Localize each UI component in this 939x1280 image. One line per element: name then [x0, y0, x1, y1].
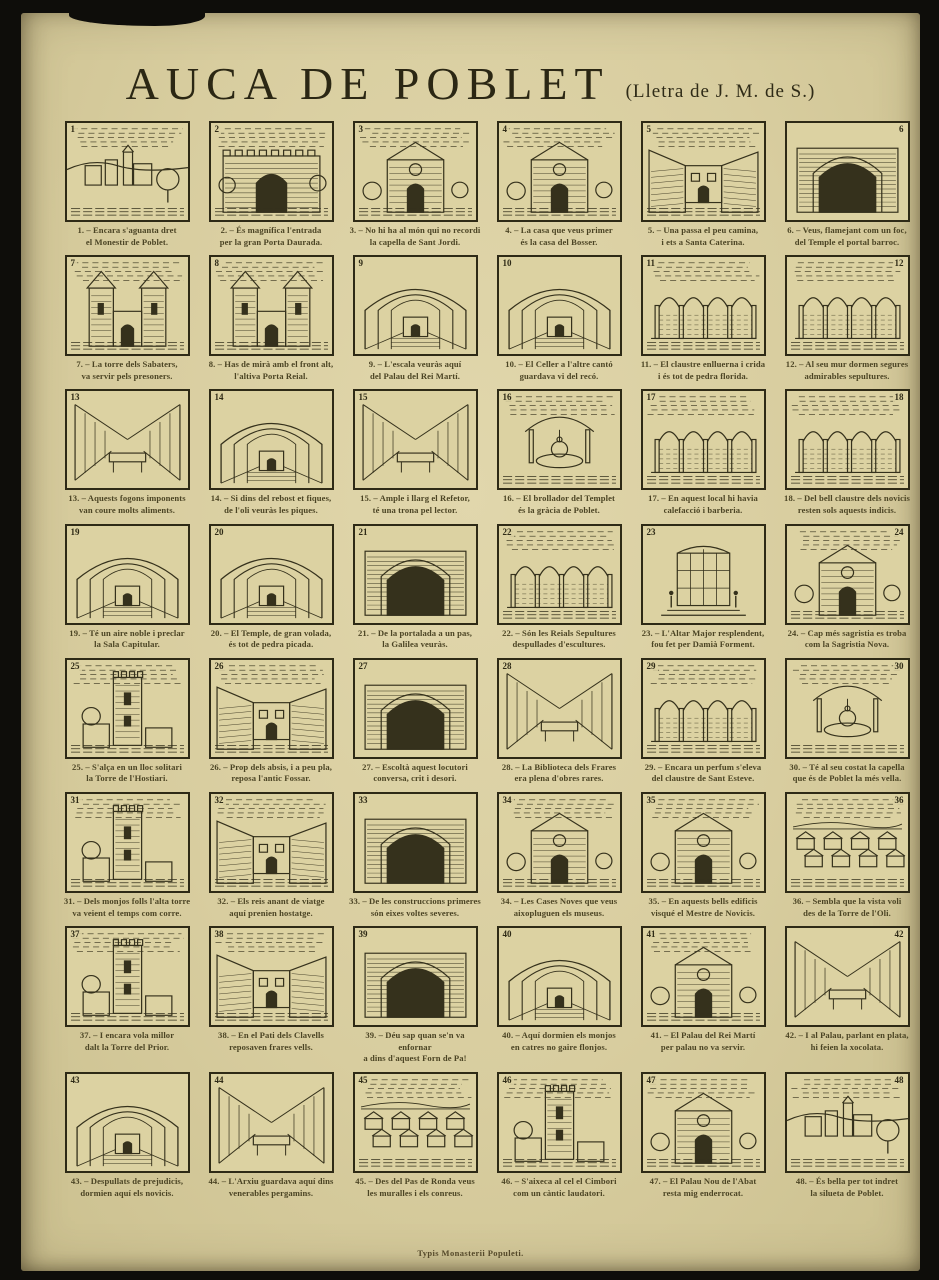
panel-number: 1: [70, 124, 75, 134]
panel-caption-line1: 10. – El Celler a l'altre cantó: [505, 359, 613, 370]
panel: [349, 792, 481, 919]
broadsheet-paper: [21, 13, 920, 1271]
panel-caption: [781, 1176, 913, 1199]
panel-caption-line2: a dins d'aquest Forn de Pa!: [363, 1053, 467, 1064]
panel-number: 38: [214, 929, 224, 940]
panel-caption-line2: és la gràcia de Poblet.: [518, 504, 600, 515]
panel-caption-line2: conversa, crit i desori.: [373, 773, 457, 784]
woodcut-landscape-illustration: [785, 1072, 910, 1173]
panel-caption-line1: 43. – Despullats de prejudicis,: [70, 1175, 184, 1186]
panel-caption-line2: despullades d'escultures.: [512, 639, 606, 650]
panel-caption-line1: 30. – Té al seu costat la capella: [789, 761, 905, 772]
woodcut-facade-illustration: [641, 926, 766, 1027]
panel-number: 8: [214, 258, 219, 269]
panel-caption-line1: 37. – I encara vola millor: [79, 1030, 175, 1041]
woodcut-courtyard-illustration: [209, 926, 334, 1027]
panel-number: 31: [70, 794, 80, 805]
panel-caption-line1: 21. – De la portalada a un pas,: [357, 627, 473, 638]
panel: [349, 389, 481, 516]
panel-caption: [637, 1030, 769, 1053]
panel: [61, 792, 193, 919]
panel-caption-line2: fou fet per Damià Forment.: [651, 639, 755, 650]
woodcut-hall-illustration: [353, 389, 478, 490]
panel: [493, 524, 625, 651]
panel-caption: [493, 493, 625, 516]
panel-number: 45: [358, 1074, 368, 1085]
woodcut-hall-illustration: [209, 1072, 334, 1173]
panel-caption-line2: reposaven frares vells.: [229, 1041, 313, 1052]
panel-caption-line2: la Galilea veuràs.: [382, 639, 448, 650]
panel-caption-line1: 32. – Els reis anant de viatge: [217, 895, 325, 906]
panel-number: 4: [502, 124, 507, 134]
panel: [781, 255, 913, 382]
panel-caption-line1: 18. – Del bell claustre dels novicis: [784, 493, 910, 504]
panel-caption-line1: 6. – Veus, flamejant com un foc,: [787, 225, 907, 235]
panel-number: 11: [646, 258, 656, 269]
panel: [637, 389, 769, 516]
panel-caption-line1: 23. – L'Altar Major resplendent,: [641, 627, 765, 638]
panel-caption-line2: que és de Poblet la més vella.: [792, 773, 902, 784]
panel-number: 10: [502, 258, 512, 269]
panel-number: 7: [70, 258, 75, 269]
panel-caption: [637, 762, 769, 785]
panel-caption: [349, 359, 481, 382]
panel: [637, 121, 769, 248]
panel-caption: [493, 1176, 625, 1199]
panel-number: 48: [894, 1074, 904, 1085]
woodcut-interior-illustration: [65, 1072, 190, 1173]
panel-caption: [493, 896, 625, 919]
panel-caption: [493, 1030, 625, 1053]
woodcut-cloister-illustration: [785, 389, 910, 490]
panel-caption: [493, 762, 625, 785]
panel-caption-line1: 11. – El claustre enlluerna i crida: [640, 359, 766, 370]
panel-caption: [61, 1030, 193, 1053]
panel-caption: [61, 359, 193, 382]
panel-caption: [205, 1030, 337, 1053]
panel: [349, 121, 481, 248]
woodcut-cloister-illustration: [641, 255, 766, 356]
panel-caption: [349, 1176, 481, 1199]
woodcut-courtyard-illustration: [641, 121, 766, 222]
panel: [637, 792, 769, 919]
panel: [61, 524, 193, 651]
panel-number: 15: [358, 392, 368, 403]
panel-caption: [637, 628, 769, 651]
panel-caption-line1: 29. – Encara un perfum s'eleva: [644, 761, 762, 772]
panel-caption-line1: 47. – El Palau Nou de l'Abat: [649, 1175, 757, 1186]
panel-number: 17: [646, 392, 656, 403]
panel-caption-line1: 5. – Una passa el peu camina,: [647, 225, 759, 235]
panel-caption-line1: 39. – Déu sap quan se'n va enfornar: [365, 1030, 465, 1052]
panel-number: 33: [358, 794, 368, 805]
panel: [349, 255, 481, 382]
woodcut-tower-illustration: [65, 792, 190, 893]
panel: [205, 389, 337, 516]
panel-number: 3: [358, 124, 363, 134]
panel-caption-line1: 13. – Aquests fogons imponents: [68, 493, 186, 504]
panel-caption-line2: van coure molts aliments.: [79, 504, 175, 515]
panel-caption-line2: visqué el Mestre de Novicis.: [650, 907, 756, 918]
panel-caption: [349, 896, 481, 919]
panel-caption-line2: per la gran Porta Daurada.: [219, 236, 323, 247]
panel-caption-line2: de l'oli veuràs les piques.: [224, 504, 318, 515]
panel-number: 40: [502, 929, 512, 940]
panel: [205, 658, 337, 785]
panel-caption-line1: 38. – En el Pati dels Clavells: [218, 1030, 324, 1041]
woodcut-tower-illustration: [65, 658, 190, 759]
panel-caption-line2: la Torre de l'Hostiari.: [86, 773, 168, 784]
panel-caption-line2: són eixes voltes severes.: [370, 907, 460, 918]
panel-caption-line1: 28. – La Biblioteca dels Frares: [501, 761, 617, 772]
panel-caption: [205, 628, 337, 651]
panel-number: 19: [70, 526, 80, 537]
panel-caption-line2: des de la Torre de l'Oli.: [803, 907, 891, 918]
panel-caption-line2: per palau no va servir.: [660, 1041, 746, 1052]
panel-caption-line1: 36. – Sembla que la vista voli: [792, 895, 902, 906]
woodcut-facade-illustration: [785, 524, 910, 625]
panel: [637, 524, 769, 651]
panel-number: 9: [358, 258, 363, 269]
panel-caption: [61, 493, 193, 516]
panel-number: 14: [214, 392, 224, 403]
panel-caption-line2: l'altiva Porta Reial.: [234, 370, 308, 381]
woodcut-fountain-illustration: [497, 389, 622, 490]
panel-caption: [349, 493, 481, 516]
woodcut-landscape-illustration: [65, 121, 190, 222]
panel-caption: [781, 493, 913, 516]
panel: [781, 926, 913, 1065]
panel-caption: [781, 1030, 913, 1053]
panel: [349, 658, 481, 785]
panel: [61, 121, 193, 248]
woodcut-portal-illustration: [353, 926, 478, 1027]
panel-caption-line2: té una trona pel lector.: [372, 504, 458, 515]
panel-caption-line1: 20. – El Temple, de gran volada,: [210, 627, 332, 638]
panel-number: 24: [894, 526, 904, 537]
woodcut-cloister-illustration: [641, 389, 766, 490]
panel-caption: [205, 493, 337, 516]
panel-caption: [349, 1030, 481, 1065]
panel: [349, 1072, 481, 1199]
woodcut-portal-illustration: [353, 658, 478, 759]
panel-caption-line2: resta mig enderrocat.: [662, 1187, 744, 1198]
panel: [781, 658, 913, 785]
woodcut-view-illustration: [353, 1072, 478, 1173]
panel: [493, 121, 625, 248]
panel-caption-line1: 3. – No hi ha al món qui no recordi: [349, 225, 481, 235]
panel-caption-line2: com un càntic laudatori.: [513, 1187, 605, 1198]
panel-number: 43: [70, 1074, 80, 1085]
panel-caption-line2: i ets a Santa Caterina.: [661, 236, 745, 247]
panel-caption-line2: calefacció i barberia.: [663, 504, 743, 515]
woodcut-portal-illustration: [353, 792, 478, 893]
panel-caption-line2: com la Sagristia Nova.: [804, 639, 890, 650]
panel-number: 20: [214, 526, 224, 537]
panel-number: 36: [894, 794, 904, 805]
panel-caption-line2: reposa l'antic Fossar.: [231, 773, 311, 784]
woodcut-facade-illustration: [641, 1072, 766, 1173]
panel-caption: [781, 896, 913, 919]
panel-caption-line1: 7. – La torre dels Sabaters,: [76, 359, 178, 370]
panel-number: 29: [646, 660, 656, 671]
panel: [205, 1072, 337, 1199]
panel: [205, 255, 337, 382]
panel-number: 12: [894, 258, 904, 269]
panel-caption-line1: 40. – Aquí dormien els monjos: [502, 1030, 616, 1041]
panel: [349, 926, 481, 1065]
woodcut-cloister-illustration: [785, 255, 910, 356]
panel: [61, 1072, 193, 1199]
panel: [493, 926, 625, 1065]
panel-caption-line2: la capella de Sant Jordi.: [369, 236, 461, 247]
panel-caption-line2: guardava vi del recó.: [519, 370, 599, 381]
woodcut-hall-illustration: [65, 389, 190, 490]
panel-caption: [205, 225, 337, 248]
imprint-footer: Typis Monasterii Populeti.: [417, 1248, 524, 1258]
panel-number: 23: [646, 526, 656, 537]
woodcut-hall-illustration: [497, 658, 622, 759]
panel-number: 18: [894, 392, 904, 403]
panel-caption: [493, 628, 625, 651]
panel: [781, 389, 913, 516]
panel-caption-line2: va veient el temps com corre.: [72, 907, 182, 918]
panel-caption-line1: 46. – S'aixeca al cel el Cimbori: [501, 1175, 617, 1186]
panel-caption: [349, 628, 481, 651]
panel: [781, 524, 913, 651]
panel-caption-line1: 48. – És bella per tot indret: [795, 1175, 899, 1186]
panel-number: 13: [70, 392, 80, 403]
panel-caption: [61, 762, 193, 785]
panel-caption: [637, 359, 769, 382]
panel-number: 27: [358, 660, 368, 671]
woodcut-altar-illustration: [641, 524, 766, 625]
panel: [205, 792, 337, 919]
panel-caption: [205, 359, 337, 382]
panel-caption: [637, 1176, 769, 1199]
panel: [637, 1072, 769, 1199]
panel: [61, 389, 193, 516]
woodcut-cloister-illustration: [497, 524, 622, 625]
woodcut-portal-illustration: [785, 121, 910, 222]
woodcut-tower-illustration: [65, 926, 190, 1027]
panel-caption: [493, 359, 625, 382]
panel-caption-line1: 26. – Prop dels absis, i a peu pla,: [209, 761, 332, 772]
panel-caption: [781, 762, 913, 785]
panel: [493, 389, 625, 516]
panel: [493, 1072, 625, 1199]
panel-caption-line1: 14. – Si dins del rebost et fiques,: [210, 493, 332, 504]
panel-caption-line1: 45. – Des del Pas de Ronda veus: [355, 1175, 475, 1186]
panel-caption-line2: aquí prenien hostatge.: [229, 907, 313, 918]
panel-caption: [349, 225, 481, 248]
panel-caption-line2: i és tot de pedra florida.: [658, 370, 748, 381]
panel: [61, 926, 193, 1065]
panel: [637, 926, 769, 1065]
page-title: AUCA DE POBLET: [125, 58, 610, 109]
panel-number: 30: [894, 660, 904, 671]
woodcut-courtyard-illustration: [209, 658, 334, 759]
panel-caption-line1: 24. – Cap més sagristia es troba: [787, 627, 907, 638]
panel-number: 25: [70, 660, 80, 671]
panel-number: 16: [502, 392, 512, 403]
panel-caption-line1: 33. – De les construccions primeres: [349, 895, 481, 906]
panel-number: 44: [214, 1074, 224, 1085]
panel-number: 35: [646, 794, 656, 805]
panel-number: 42: [894, 929, 904, 940]
panel-caption: [61, 628, 193, 651]
woodcut-towers-illustration: [65, 255, 190, 356]
woodcut-interior-illustration: [209, 389, 334, 490]
panel-caption-line1: 16. – El brollador del Templet: [502, 493, 616, 504]
panel-caption: [349, 762, 481, 785]
panel-caption-line2: aixopluguen els museus.: [513, 907, 605, 918]
panel-caption: [205, 762, 337, 785]
panel-number: 46: [502, 1074, 512, 1085]
panel-caption-line2: en catres no gaire flonjos.: [510, 1041, 608, 1052]
panel-caption-line1: 12. – Al seu mur dormen segures: [785, 359, 909, 370]
panel-caption-line1: 34. – Les Cases Noves que veus: [500, 895, 618, 906]
panel-caption: [637, 493, 769, 516]
woodcut-fountain-illustration: [785, 658, 910, 759]
panel-number: 34: [502, 794, 512, 805]
panel-caption: [637, 896, 769, 919]
panel-caption: [781, 628, 913, 651]
panel-number: 2: [214, 124, 219, 134]
woodcut-towers-illustration: [209, 255, 334, 356]
panel-caption: [61, 896, 193, 919]
woodcut-courtyard-illustration: [209, 792, 334, 893]
woodcut-interior-illustration: [497, 926, 622, 1027]
panel-caption-line2: és la casa del Bosser.: [520, 236, 598, 247]
panel-caption-line2: venerables pergamins.: [228, 1187, 314, 1198]
panel-caption-line1: 1. – Encara s'aguanta dret: [77, 225, 177, 235]
woodcut-facade-illustration: [497, 121, 622, 222]
panel: [493, 658, 625, 785]
panel: [61, 658, 193, 785]
woodcut-interior-illustration: [209, 524, 334, 625]
panel-caption-line1: 17. – En aquest local hi havia: [648, 493, 758, 504]
panel-caption-line1: 25. – S'alça en un lloc solitari: [72, 761, 182, 772]
panel-caption-line1: 15. – Ample i llarg el Refetor,: [360, 493, 470, 504]
panel-caption-line1: 2. – És magnífica l'entrada: [220, 225, 322, 235]
panel-caption-line2: dormien aquí els novicis.: [80, 1187, 174, 1198]
panel-caption-line2: la Sala Capitular.: [94, 639, 160, 650]
panel: [349, 524, 481, 651]
panel-caption-line2: del Temple el portal barroc.: [794, 236, 900, 247]
panel-caption-line2: del claustre de Sant Esteve.: [651, 773, 755, 784]
panel-caption-line2: del Palau del Rei Martí.: [370, 370, 460, 381]
panel-number: 37: [70, 929, 80, 940]
panel: [637, 255, 769, 382]
woodcut-portal-illustration: [353, 524, 478, 625]
woodcut-interior-illustration: [65, 524, 190, 625]
panel-caption-line2: resten sols aquests indicis.: [797, 504, 897, 515]
panel-number: 47: [646, 1074, 656, 1085]
panel-caption-line1: 27. – Escoltà aquest locutori: [362, 761, 468, 772]
panel-caption: [637, 225, 769, 248]
woodcut-cloister-illustration: [641, 658, 766, 759]
panel-caption-line2: era plena d'obres rares.: [514, 773, 604, 784]
panel-caption-line1: 35. – En aquests bells edificis: [648, 895, 758, 906]
panel-number: 26: [214, 660, 224, 671]
woodcut-interior-illustration: [497, 255, 622, 356]
panel: [493, 255, 625, 382]
woodcut-interior-illustration: [353, 255, 478, 356]
panel-caption-line1: 44. – L'Arxiu guardava aquí dins: [208, 1175, 334, 1186]
panel-caption-line2: admirables sepultures.: [804, 370, 890, 381]
panel-number: 32: [214, 794, 224, 805]
woodcut-view-illustration: [785, 792, 910, 893]
panel: [781, 121, 913, 248]
panel: [781, 792, 913, 919]
panel-number: 21: [358, 526, 368, 537]
panel-caption-line1: 4. – La casa que veus primer: [505, 225, 613, 235]
woodcut-gate-illustration: [209, 121, 334, 222]
panel-caption-line1: 9. – L'escala veuràs aquí: [368, 359, 462, 370]
panel-caption-line2: el Monestir de Poblet.: [85, 236, 169, 247]
panel-caption: [781, 359, 913, 382]
woodcut-tower-illustration: [497, 1072, 622, 1173]
woodcut-facade-illustration: [641, 792, 766, 893]
woodcut-facade-illustration: [497, 792, 622, 893]
panel-caption: [205, 1176, 337, 1199]
panel-caption-line1: 22. – Són les Reials Sepultures: [502, 627, 616, 638]
panel: [205, 524, 337, 651]
panel-caption-line1: 8. – Has de mirà amb el front alt,: [208, 359, 334, 370]
panel-grid: [61, 121, 910, 1199]
panel-number: 39: [358, 929, 368, 940]
panel-number: 41: [646, 929, 656, 940]
panel-caption-line2: és tot de pedra picada.: [228, 639, 314, 650]
page-subtitle: (Lletra de J. M. de S.): [625, 81, 816, 102]
panel-caption-line2: la silueta de Poblet.: [810, 1187, 884, 1198]
panel-caption-line1: 41. – El Palau del Rei Martí: [650, 1030, 756, 1041]
panel-caption: [493, 225, 625, 248]
header: [21, 13, 920, 107]
panel-number: 5: [646, 124, 651, 134]
panel: [637, 658, 769, 785]
panel-number: 22: [502, 526, 512, 537]
panel-caption: [61, 1176, 193, 1199]
panel-caption: [781, 225, 913, 248]
woodcut-facade-illustration: [353, 121, 478, 222]
panel: [61, 255, 193, 382]
panel-caption-line2: hi feien la xocolata.: [810, 1041, 884, 1052]
panel-caption-line1: 31. – Dels monjos folls l'alta torre: [63, 895, 191, 906]
panel: [493, 792, 625, 919]
woodcut-hall-illustration: [785, 926, 910, 1027]
panel-caption-line2: les muralles i els conreus.: [367, 1187, 463, 1198]
panel-caption-line2: va servir pels presoners.: [81, 370, 173, 381]
panel-caption-line1: 42. – I al Palau, parlant en plata,: [785, 1030, 909, 1041]
panel-caption-line2: dalt la Torre del Prior.: [84, 1041, 170, 1052]
panel-caption: [61, 225, 193, 248]
panel-caption: [205, 896, 337, 919]
panel-caption-line1: 19. – Té un aire noble i preclar: [69, 627, 185, 638]
panel: [205, 121, 337, 248]
panel: [205, 926, 337, 1065]
panel-number: 6: [899, 124, 904, 134]
panel-number: 28: [502, 660, 512, 671]
panel: [781, 1072, 913, 1199]
